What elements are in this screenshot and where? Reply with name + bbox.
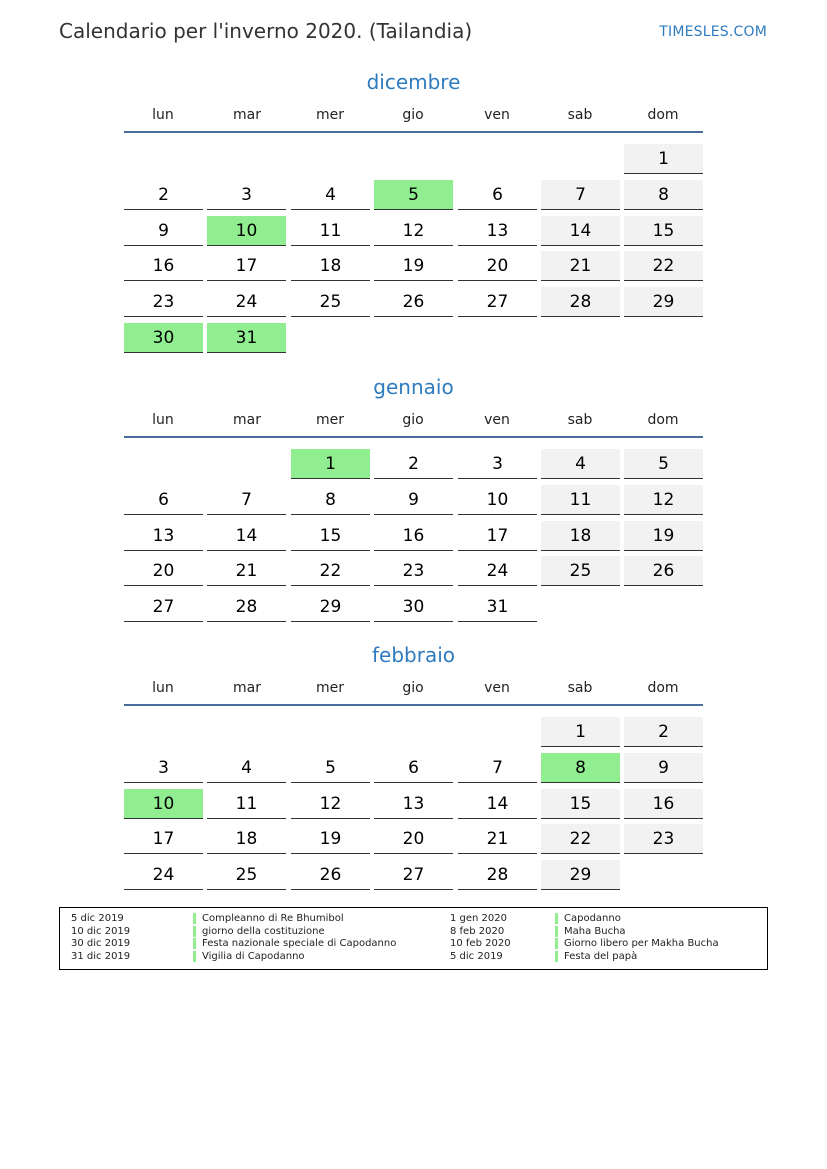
day-cell: 15 — [541, 789, 620, 819]
month-title: dicembre — [366, 70, 461, 94]
day-cell: 11 — [207, 789, 286, 819]
day-cell: 30 — [124, 323, 203, 353]
weekday-header: gio — [402, 680, 424, 696]
legend-date: 5 dic 2019 — [450, 950, 503, 962]
header-rule — [124, 704, 703, 706]
weekday-header: ven — [484, 412, 510, 428]
day-cell: 18 — [291, 251, 370, 281]
day-cell: 23 — [624, 824, 703, 854]
day-cell: 21 — [207, 556, 286, 586]
site-link[interactable]: TIMESLES.COM — [659, 24, 767, 40]
weekday-header: sab — [567, 107, 593, 123]
day-cell: 12 — [291, 789, 370, 819]
day-cell: 25 — [207, 860, 286, 890]
day-cell: 28 — [541, 287, 620, 317]
day-cell: 31 — [207, 323, 286, 353]
day-cell: 5 — [291, 753, 370, 783]
legend-holiday-name: Giorno libero per Makha Bucha — [555, 938, 719, 949]
legend-date: 10 feb 2020 — [450, 938, 511, 950]
legend-holiday-name: Festa nazionale speciale di Capodanno — [193, 938, 396, 949]
legend-holiday-name: Capodanno — [555, 913, 621, 924]
weekday-header: mar — [233, 412, 261, 428]
weekday-header: sab — [567, 412, 593, 428]
day-cell: 24 — [207, 287, 286, 317]
day-cell: 14 — [207, 521, 286, 551]
day-cell: 19 — [624, 521, 703, 551]
day-cell: 3 — [207, 180, 286, 210]
day-cell: 26 — [374, 287, 453, 317]
weekday-header: mer — [315, 412, 344, 428]
legend-holiday-name: Festa del papà — [555, 951, 637, 962]
day-cell: 10 — [207, 216, 286, 246]
day-cell: 20 — [374, 824, 453, 854]
day-cell: 19 — [291, 824, 370, 854]
day-cell: 12 — [374, 216, 453, 246]
day-cell: 15 — [291, 521, 370, 551]
day-cell: 3 — [458, 449, 537, 479]
weekday-header: mer — [315, 107, 344, 123]
day-cell: 13 — [458, 216, 537, 246]
day-cell: 1 — [541, 717, 620, 747]
day-cell: 18 — [541, 521, 620, 551]
day-cell: 23 — [124, 287, 203, 317]
weekday-header: lun — [152, 107, 174, 123]
day-cell: 8 — [624, 180, 703, 210]
day-cell: 10 — [124, 789, 203, 819]
day-cell: 4 — [207, 753, 286, 783]
day-cell: 2 — [124, 180, 203, 210]
weekday-header: dom — [647, 412, 679, 428]
day-cell: 16 — [374, 521, 453, 551]
day-cell: 6 — [458, 180, 537, 210]
day-cell: 26 — [291, 860, 370, 890]
day-cell: 29 — [541, 860, 620, 890]
header-rule — [124, 436, 703, 438]
weekday-header: dom — [647, 680, 679, 696]
legend-date: 30 dic 2019 — [71, 938, 131, 950]
day-cell: 8 — [541, 753, 620, 783]
day-cell: 23 — [374, 556, 453, 586]
legend-holiday-name: Vigilia di Capodanno — [193, 951, 305, 962]
day-cell: 2 — [374, 449, 453, 479]
day-cell: 2 — [624, 717, 703, 747]
day-cell: 1 — [291, 449, 370, 479]
day-cell: 17 — [458, 521, 537, 551]
day-cell: 16 — [124, 251, 203, 281]
day-cell: 25 — [291, 287, 370, 317]
weekday-header: mer — [315, 680, 344, 696]
day-cell: 14 — [458, 789, 537, 819]
header-rule — [124, 131, 703, 133]
holiday-legend — [59, 907, 768, 970]
weekday-header: lun — [152, 412, 174, 428]
day-cell: 9 — [124, 216, 203, 246]
day-cell: 1 — [624, 144, 703, 174]
legend-date: 10 dic 2019 — [71, 925, 131, 937]
day-cell: 15 — [624, 216, 703, 246]
day-cell: 13 — [124, 521, 203, 551]
month-title: gennaio — [373, 375, 454, 399]
day-cell: 21 — [458, 824, 537, 854]
day-cell: 11 — [291, 216, 370, 246]
day-cell: 22 — [541, 824, 620, 854]
legend-date: 1 gen 2020 — [450, 913, 508, 924]
day-cell: 14 — [541, 216, 620, 246]
day-cell: 3 — [124, 753, 203, 783]
day-cell: 24 — [124, 860, 203, 890]
day-cell: 9 — [374, 485, 453, 515]
day-cell: 6 — [374, 753, 453, 783]
page-title: Calendario per l'inverno 2020. (Tailandia) — [59, 19, 473, 43]
weekday-header: dom — [647, 107, 679, 123]
day-cell: 21 — [541, 251, 620, 281]
legend-date: 31 dic 2019 — [71, 950, 131, 962]
day-cell: 22 — [291, 556, 370, 586]
legend-holiday-name: Compleanno di Re Bhumibol — [193, 913, 344, 924]
day-cell: 29 — [624, 287, 703, 317]
weekday-header: mar — [233, 107, 261, 123]
day-cell: 26 — [624, 556, 703, 586]
legend-date: 8 feb 2020 — [450, 925, 505, 937]
day-cell: 30 — [374, 592, 453, 622]
day-cell: 29 — [291, 592, 370, 622]
day-cell: 27 — [458, 287, 537, 317]
day-cell: 20 — [458, 251, 537, 281]
month-title: febbraio — [371, 643, 455, 667]
day-cell: 17 — [124, 824, 203, 854]
day-cell: 7 — [458, 753, 537, 783]
day-cell: 7 — [207, 485, 286, 515]
day-cell: 9 — [624, 753, 703, 783]
day-cell: 31 — [458, 592, 537, 622]
legend-holiday-name: Maha Bucha — [555, 926, 626, 937]
day-cell: 20 — [124, 556, 203, 586]
day-cell: 27 — [374, 860, 453, 890]
day-cell: 18 — [207, 824, 286, 854]
day-cell: 25 — [541, 556, 620, 586]
day-cell: 12 — [624, 485, 703, 515]
day-cell: 8 — [291, 485, 370, 515]
weekday-header: gio — [402, 107, 424, 123]
day-cell: 28 — [207, 592, 286, 622]
weekday-header: mar — [233, 680, 261, 696]
day-cell: 24 — [458, 556, 537, 586]
day-cell: 7 — [541, 180, 620, 210]
day-cell: 16 — [624, 789, 703, 819]
day-cell: 5 — [374, 180, 453, 210]
day-cell: 5 — [624, 449, 703, 479]
weekday-header: sab — [567, 680, 593, 696]
legend-date: 5 dic 2019 — [71, 913, 124, 924]
day-cell: 4 — [291, 180, 370, 210]
day-cell: 13 — [374, 789, 453, 819]
legend-holiday-name: giorno della costituzione — [193, 926, 325, 937]
day-cell: 17 — [207, 251, 286, 281]
day-cell: 10 — [458, 485, 537, 515]
day-cell: 6 — [124, 485, 203, 515]
day-cell: 27 — [124, 592, 203, 622]
weekday-header: ven — [484, 107, 510, 123]
weekday-header: ven — [484, 680, 510, 696]
weekday-header: gio — [402, 412, 424, 428]
day-cell: 22 — [624, 251, 703, 281]
day-cell: 11 — [541, 485, 620, 515]
weekday-header: lun — [152, 680, 174, 696]
day-cell: 4 — [541, 449, 620, 479]
day-cell: 19 — [374, 251, 453, 281]
day-cell: 28 — [458, 860, 537, 890]
